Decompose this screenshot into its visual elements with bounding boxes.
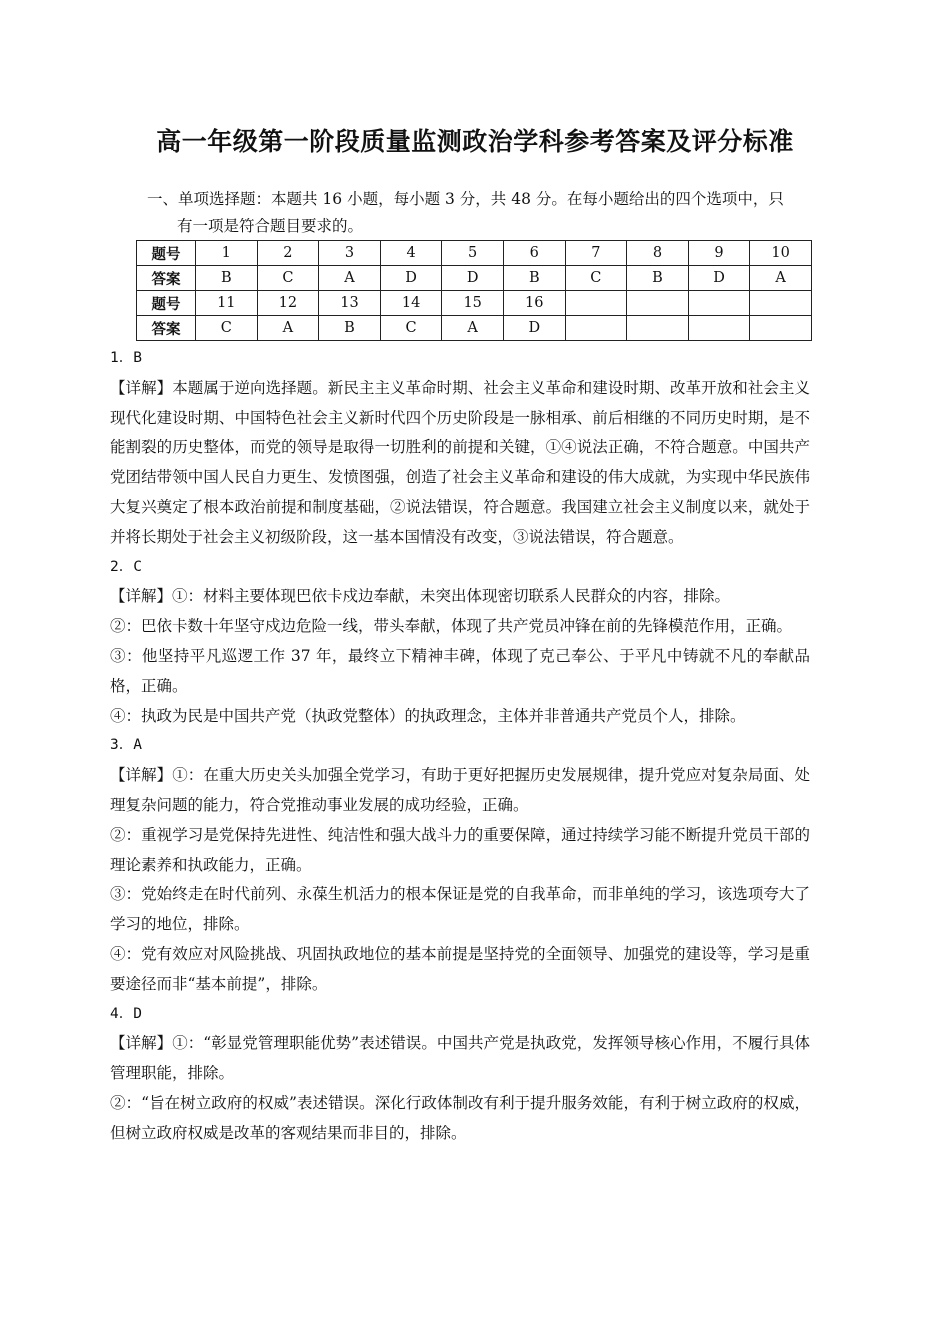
table-cell: D: [503, 316, 565, 341]
table-cell: 8: [627, 241, 689, 266]
table-cell: [565, 291, 627, 316]
table-cell: C: [257, 266, 319, 291]
section-heading-line-2: 有一项是符合题目要求的。: [177, 217, 364, 235]
section-heading-line-1: 一、单项选择题：本题共 16 小题，每小题 3 分，共 48 分。在每小题给出的四个选项中，只: [147, 190, 784, 208]
table-cell: 4: [380, 241, 442, 266]
answer-table: [136, 240, 812, 341]
page-title: 高一年级第一阶段质量监测政治学科参考答案及评分标准: [156, 127, 794, 156]
table-cell: 3: [319, 241, 381, 266]
table-cell: 15: [442, 291, 504, 316]
table-header-cell: 题号: [137, 291, 196, 316]
table-cell: A: [442, 316, 504, 341]
table-header-cell: 题号: [137, 241, 196, 266]
table-cell: A: [750, 266, 812, 291]
explanation-paragraph: 【详解】①：在重大历史关头加强全党学习，有助于更好把握历史发展规律，提升党应对复杂局面、处理复杂问题的能力，符合党推动事业发展的成功经验，正确。: [110, 766, 810, 814]
table-row: [137, 241, 812, 266]
explanation-body: [110, 344, 810, 1149]
answer-number: 4．D: [110, 1005, 142, 1022]
table-cell: 5: [442, 241, 504, 266]
explanation-paragraph: ③：他坚持平凡巡逻工作 37 年，最终立下精神丰碑，体现了克己奉公、于平凡中铸就不凡的奉献品格，正确。: [110, 646, 810, 695]
explanation-paragraph: ④：党有效应对风险挑战、巩固执政地位的基本前提是坚持党的全面领导、加强党的建设等，学习是重要途径而非“基本前提”，排除。: [110, 944, 810, 993]
explanation-paragraph: ④：执政为民是中国共产党（执政党整体）的执政理念，主体并非普通共产党员个人，排除。: [110, 706, 746, 725]
explanation-paragraph: ③：党始终走在时代前列、永葆生机活力的根本保证是党的自我革命，而非单纯的学习，该选项夸大了学习的地位，排除。: [110, 885, 810, 934]
table-cell: 2: [257, 241, 319, 266]
table-cell: 10: [750, 241, 812, 266]
explanation-paragraph: ②：“旨在树立政府的权威”表述错误。深化行政体制改有利于提升服务效能，有利于树立政府的权威，但树立政府权威是改革的客观结果而非目的，排除。: [110, 1093, 810, 1142]
answer-number: 2．C: [110, 558, 142, 575]
table-cell: 1: [196, 241, 258, 266]
table-cell: B: [503, 266, 565, 291]
table-cell: [627, 316, 689, 341]
explanation-paragraph: 【详解】本题属于逆向选择题。新民主主义革命时期、社会主义革命和建设时期、改革开放和社会主义现代化建设时期、中国特色社会主义新时代四个历史阶段是一脉相承、前后相继的不同历史时期，是不能割裂的历史整体，而党的领导是取得一切胜利的前提和关键，①④说法正确，不符合题意。中国共产党团结带领中国人民自力更生、发愤图强，创造了社会主义革命和建设的伟大成就，为实现中华民族伟大复兴奠定了根本政治前提和制度基础，②说法错误，符合题意。我国建立社会主义制度以来，就处于并将长期处于社会主义初级阶段，这一基本国情没有改变，③说法错误，符合题意。: [110, 378, 810, 546]
table-cell: [688, 316, 750, 341]
explanation-paragraph: 【详解】①：“彰显党管理职能优势”表述错误。中国共产党是执政党，发挥领导核心作用，不履行具体管理职能，排除。: [110, 1034, 810, 1083]
table-cell: [750, 316, 812, 341]
table-row: [137, 266, 812, 291]
table-row: [137, 316, 812, 341]
table-cell: 14: [380, 291, 442, 316]
explanation-paragraph: ②：重视学习是党保持先进性、纯洁性和强大战斗力的重要保障，通过持续学习能不断提升党员干部的理论素养和执政能力，正确。: [110, 825, 810, 874]
table-cell: D: [380, 266, 442, 291]
table-cell: C: [380, 316, 442, 341]
table-cell: B: [627, 266, 689, 291]
table-cell: [627, 291, 689, 316]
table-cell: 11: [196, 291, 258, 316]
section-heading: [147, 186, 817, 240]
table-cell: [750, 291, 812, 316]
table-cell: [565, 316, 627, 341]
table-cell: D: [688, 266, 750, 291]
answer-number: 1．B: [110, 350, 142, 366]
table-header-cell: 答案: [137, 316, 196, 341]
table-cell: C: [565, 266, 627, 291]
explanation-paragraph: 【详解】①：材料主要体现巴依卡戍边奉献，未突出体现密切联系人民群众的内容，排除。: [110, 587, 731, 606]
answer-number: 3．A: [110, 737, 142, 754]
explanation-paragraph: ②：巴依卡数十年坚守戍边危险一线，带头奉献，体现了共产党员冲锋在前的先锋模范作用，正确。: [110, 617, 793, 636]
table-row: [137, 291, 812, 316]
table-cell: A: [257, 316, 319, 341]
table-cell: 12: [257, 291, 319, 316]
table-cell: 16: [503, 291, 565, 316]
table-cell: C: [196, 316, 258, 341]
table-cell: 13: [319, 291, 381, 316]
table-cell: 9: [688, 241, 750, 266]
table-cell: A: [319, 266, 381, 291]
table-header-cell: 答案: [137, 266, 196, 291]
table-cell: B: [319, 316, 381, 341]
table-cell: B: [196, 266, 258, 291]
table-cell: 7: [565, 241, 627, 266]
table-cell: D: [442, 266, 504, 291]
table-cell: [688, 291, 750, 316]
table-cell: 6: [503, 241, 565, 266]
